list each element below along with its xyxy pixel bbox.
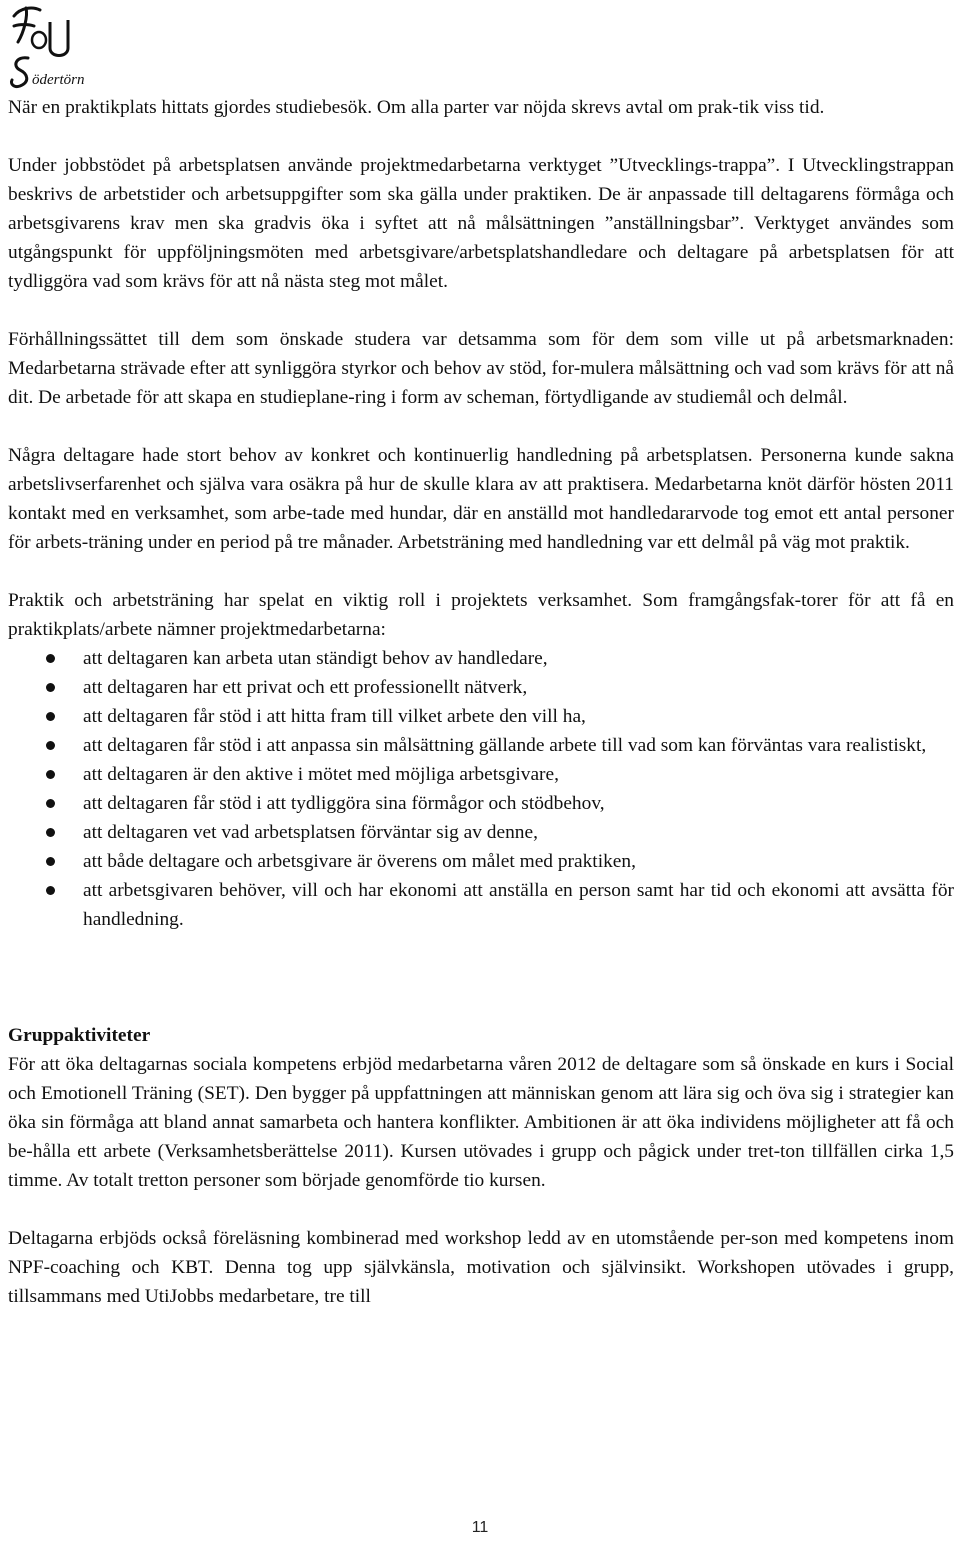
document-page: [8, 93, 954, 1311]
bullet-icon: [46, 799, 55, 808]
paragraph-workshop: Deltagarna erbjöds också föreläsning kombinerad med workshop ledd av en utomstående per-son med kompetens inom NPF-coaching och KBT. Denna tog upp självkänsla, motivation och självinsikt. Workshopen utövades i grupp, tillsammans med UtiJobbs medarbetare, tre till: [8, 1228, 954, 1307]
bullet-icon: [46, 741, 55, 750]
list-item: att deltagaren vet vad arbetsplatsen förväntar sig av denne,: [8, 818, 954, 847]
bullet-icon: [46, 770, 55, 779]
paragraph-utvecklingstrappa: Under jobbstödet på arbetsplatsen använde projektmedarbetarna verktyget ”Utvecklings-trappa”. I Utvecklingstrappan beskrivs de arbetstider och arbetsuppgifter som ska gälla under praktiken. De är anpassade till deltagarens förmåga och arbetsgivarens krav men ska gradvis öka i syftet att nå målsättningen ”anställningsbar”. Verktyget användes som utgångspunkt för uppföljningsmöten med arbetsgivare/arbetsplatshandledare och deltagare på arbetsplatsen för att tydliggöra vad som krävs för att nå nästa steg mot målet.: [8, 155, 954, 292]
paragraph-set-kurs: För att öka deltagarnas sociala kompetens erbjöd medarbetarna våren 2012 de deltagare som så önskade en kurs i Social och Emotionell Träning (SET). Den bygger på uppfattningen att människan genom att lära sig och öva sig i strategier kan öka sin förmåga att bland annat samarbeta och hantera konflikter. Ambitionen är att öka individens möjligheter att få och be-hålla ett arbete (Verksamhetsberättelse 2011). Kursen utövades i grupp och pågick under tret-ton tillfällen cirka 1,5 timme. Av totalt tretton personer som började genomförde tio kursen.: [8, 1054, 954, 1191]
list-item: att deltagaren får stöd i att anpassa sin målsättning gällande arbete till vad som kan förväntas vara realistiskt,: [8, 731, 954, 760]
paragraph-handledning: Några deltagare hade stort behov av konkret och kontinuerlig handledning på arbetsplatsen. Personerna kunde sakna arbetslivserfarenhet och själva vara osäkra på hur de skulle klara av att praktisera. Medarbetarna knöt därför hösten 2011 kontakt med en verksamhet, som arbe-tade med hundar, där en anställd mot handledararvode tog emot ett antal personer för arbets-träning under en period på tre månader. Arbetsträning med handledning var ett delmål på väg mot praktik.: [8, 445, 954, 553]
bullet-icon: [46, 828, 55, 837]
bullet-icon: [46, 712, 55, 721]
list-item: att arbetsgivaren behöver, vill och har ekonomi att anställa en person samt har tid och ekonomi att avsätta för handledning.: [8, 876, 954, 934]
section-spacer: [8, 963, 954, 1021]
paragraph-framgangsfaktorer: Praktik och arbetsträning har spelat en viktig roll i projektets verksamhet. Som framgångsfak-torer för att få en praktikplats/arbete nämner projektmedarbetarna:: [8, 590, 954, 640]
bullet-icon: [46, 654, 55, 663]
bullet-icon: [46, 886, 55, 895]
list-item: att deltagaren får stöd i att tydliggöra sina förmågor och stödbehov,: [8, 789, 954, 818]
success-factors-list: [8, 644, 954, 934]
paragraph-forhallningssatt: Förhållningssättet till dem som önskade studera var detsamma som för dem som ville ut på arbetsmarknaden: Medarbetarna strävade efter att synliggöra styrkor och behov av stöd, for-mulera målsättning och vad som krävs för att nå dit. De arbetade för att skapa en studieplane-ring i form av scheman, förtydligande av studiemål och delmål.: [8, 329, 954, 408]
logo-graphic: [6, 2, 86, 90]
bullet-icon: [46, 857, 55, 866]
svg-text:ödertörn: ödertörn: [32, 72, 85, 88]
list-item: att deltagaren har ett privat och ett professionellt nätverk,: [8, 673, 954, 702]
fou-sodertorn-logo: [6, 2, 86, 90]
list-item: att deltagaren är den aktive i mötet med möjliga arbetsgivare,: [8, 760, 954, 789]
list-item: att deltagaren får stöd i att hitta fram till vilket arbete den vill ha,: [8, 702, 954, 731]
bullet-icon: [46, 683, 55, 692]
page-number: 11: [471, 1519, 489, 1536]
list-item: att både deltagare och arbetsgivare är överens om målet med praktiken,: [8, 847, 954, 876]
section-heading-gruppaktiviteter: Gruppaktiviteter: [8, 1025, 151, 1046]
paragraph-studiebesok: När en praktikplats hittats gjordes studiebesök. Om alla parter var nöjda skrevs avtal om prak-tik viss tid.: [8, 97, 825, 118]
list-item: att deltagaren kan arbeta utan ständigt behov av handledare,: [8, 644, 954, 673]
